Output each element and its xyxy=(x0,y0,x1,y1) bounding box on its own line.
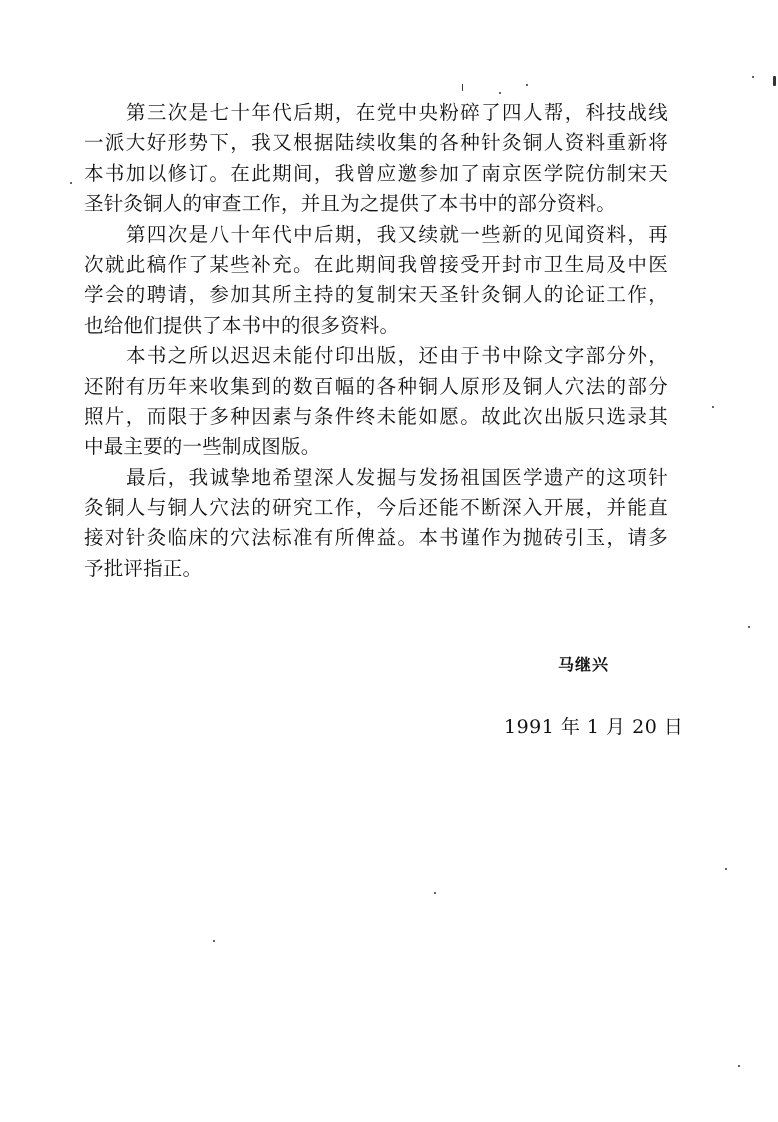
text-line: 第四次是八十年代中后期，我又续就一些新的见闻资料，再 xyxy=(126,222,668,246)
paragraph-1 xyxy=(84,98,668,220)
author-name: 马继兴 xyxy=(558,655,610,674)
scan-speck xyxy=(725,868,727,870)
text-line: 予批评指正。 xyxy=(84,556,203,580)
paragraph-3 xyxy=(84,341,668,463)
scan-speck xyxy=(526,84,528,86)
scan-speck xyxy=(712,406,714,408)
scan-speck xyxy=(70,182,72,184)
scan-speck xyxy=(773,76,776,86)
text-line: 本书之所以迟迟未能付印出版，还由于书中除文字部分外， xyxy=(126,344,668,368)
text-line: 灸铜人与铜人穴法的研究工作，今后还能不断深入开展，并能直 xyxy=(84,496,668,520)
text-line: 圣针灸铜人的审查工作，并且为之提供了本书中的部分资料。 xyxy=(84,192,616,216)
text-line: 中最主要的一些制成图版。 xyxy=(84,435,321,459)
text-line: 也给他们提供了本书中的很多资料。 xyxy=(84,313,400,337)
text-line: 第三次是七十年代后期，在党中央粉碎了四人帮，科技战线 xyxy=(126,101,668,124)
paragraph-4 xyxy=(84,463,668,585)
text-line: 最后，我诚挚地希望深人发掘与发扬祖国医学遗产的这项针 xyxy=(126,465,668,489)
text-line: 本书加以修订。在此期间，我曾应邀参加了南京医学院仿制宋天 xyxy=(84,161,668,185)
scan-speck xyxy=(213,940,215,942)
scan-speck xyxy=(434,892,436,894)
signature-date: 1991 年 1 月 20 日 xyxy=(504,716,684,738)
text-line: 还附有历年来收集到的数百幅的各种铜人原形及铜人穴法的部分 xyxy=(84,374,668,398)
scan-speck xyxy=(748,626,750,628)
scan-speck xyxy=(738,1065,740,1067)
text-line: 一派大好形势下，我又根据陆续收集的各种针灸铜人资料重新将 xyxy=(84,131,668,155)
scan-speck xyxy=(462,84,463,91)
scan-speck xyxy=(752,76,754,78)
text-line: 接对针灸临床的穴法标准有所俾益。本书谨作为抛砖引玉，请多 xyxy=(84,526,668,550)
preface-body xyxy=(84,98,668,584)
paragraph-2 xyxy=(84,220,668,342)
text-line: 照片，而限于多种因素与条件终未能如愿。故此次出版只选录其 xyxy=(84,404,668,428)
text-line: 学会的聘请，参加其所主持的复制宋天圣针灸铜人的论证工作， xyxy=(84,283,668,307)
text-line: 次就此稿作了某些补充。在此期间我曾接受开封市卫生局及中医 xyxy=(84,252,668,276)
scan-speck xyxy=(499,92,501,94)
